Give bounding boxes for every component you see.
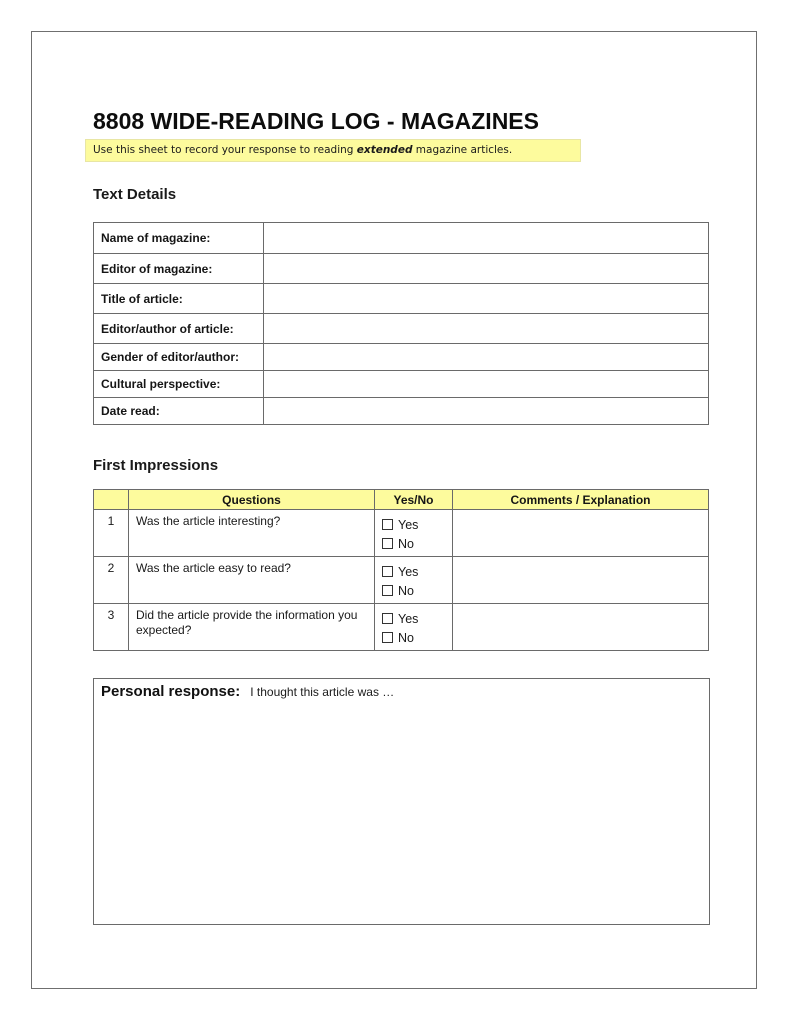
column-header-number	[94, 490, 129, 510]
checkbox-yes[interactable]	[382, 519, 393, 530]
yes-label: Yes	[398, 517, 419, 532]
first-impressions-heading: First Impressions	[93, 457, 219, 474]
date-read-field[interactable]	[264, 399, 708, 424]
author-gender-cell	[264, 344, 709, 371]
comment-cell[interactable]	[453, 510, 709, 557]
yes-label: Yes	[398, 611, 419, 626]
yes-option[interactable]	[382, 609, 452, 628]
personal-response-input[interactable]	[100, 707, 703, 918]
checkbox-yes[interactable]	[382, 566, 393, 577]
question-text: Did the article provide the information you expected?	[129, 604, 375, 651]
no-label: No	[398, 630, 414, 645]
field-label: Editor of magazine:	[94, 254, 264, 284]
no-label: No	[398, 583, 414, 598]
question-number: 3	[94, 604, 129, 651]
instruction-emphasis: extended	[356, 144, 413, 156]
text-details-heading: Text Details	[93, 186, 177, 203]
instruction-text-before: Use this sheet to record your response to reading	[93, 144, 357, 156]
yes-option[interactable]	[382, 562, 452, 581]
first-impressions-table	[93, 489, 709, 651]
yes-option[interactable]	[382, 515, 452, 534]
no-option[interactable]	[382, 628, 452, 647]
instruction-banner	[85, 139, 581, 162]
details-row-article-author	[94, 314, 709, 344]
checkbox-no[interactable]	[382, 632, 393, 643]
field-label: Date read:	[94, 398, 264, 425]
magazine-name-cell	[264, 223, 709, 254]
question-number: 2	[94, 557, 129, 604]
yes-no-cell	[375, 557, 453, 604]
instruction-text-after: magazine articles.	[412, 144, 513, 156]
no-option[interactable]	[382, 581, 452, 600]
yes-no-cell	[375, 510, 453, 557]
question-number: 1	[94, 510, 129, 557]
field-label: Gender of editor/author:	[94, 344, 264, 371]
details-row-magazine-editor	[94, 254, 709, 284]
page-title: 8808 WIDE-READING LOG - MAGAZINES	[93, 108, 539, 134]
yes-no-cell	[375, 604, 453, 651]
details-row-article-title	[94, 284, 709, 314]
checkbox-yes[interactable]	[382, 613, 393, 624]
personal-response-prompt: I thought this article was …	[250, 685, 395, 699]
comment-cell[interactable]	[453, 557, 709, 604]
yes-label: Yes	[398, 564, 419, 579]
checkbox-no[interactable]	[382, 585, 393, 596]
table-row	[94, 604, 709, 651]
table-row	[94, 557, 709, 604]
details-row-cultural-perspective	[94, 371, 709, 398]
field-label: Title of article:	[94, 284, 264, 314]
magazine-name-field[interactable]	[264, 224, 708, 253]
details-row-author-gender	[94, 344, 709, 371]
field-label: Cultural perspective:	[94, 371, 264, 398]
checkbox-no[interactable]	[382, 538, 393, 549]
author-gender-field[interactable]	[264, 345, 708, 370]
comment-cell[interactable]	[453, 604, 709, 651]
magazine-editor-cell	[264, 254, 709, 284]
no-option[interactable]	[382, 534, 452, 553]
cultural-perspective-field[interactable]	[264, 372, 708, 397]
personal-response-heading	[101, 683, 394, 701]
text-details-table	[93, 222, 709, 425]
cultural-perspective-cell	[264, 371, 709, 398]
personal-response-box	[93, 678, 710, 925]
column-header-yes-no: Yes/No	[375, 490, 453, 510]
column-header-comments: Comments / Explanation	[453, 490, 709, 510]
question-text: Was the article interesting?	[129, 510, 375, 557]
question-text: Was the article easy to read?	[129, 557, 375, 604]
magazine-editor-field[interactable]	[264, 255, 708, 283]
article-author-cell	[264, 314, 709, 344]
field-label: Name of magazine:	[94, 223, 264, 254]
article-title-field[interactable]	[264, 285, 708, 313]
details-row-date-read	[94, 398, 709, 425]
column-header-questions: Questions	[129, 490, 375, 510]
table-row	[94, 510, 709, 557]
table-header-row	[94, 490, 709, 510]
details-row-magazine-name	[94, 223, 709, 254]
article-author-field[interactable]	[264, 315, 708, 343]
date-read-cell	[264, 398, 709, 425]
article-title-cell	[264, 284, 709, 314]
personal-response-label: Personal response:	[101, 683, 241, 700]
field-label: Editor/author of article:	[94, 314, 264, 344]
no-label: No	[398, 536, 414, 551]
